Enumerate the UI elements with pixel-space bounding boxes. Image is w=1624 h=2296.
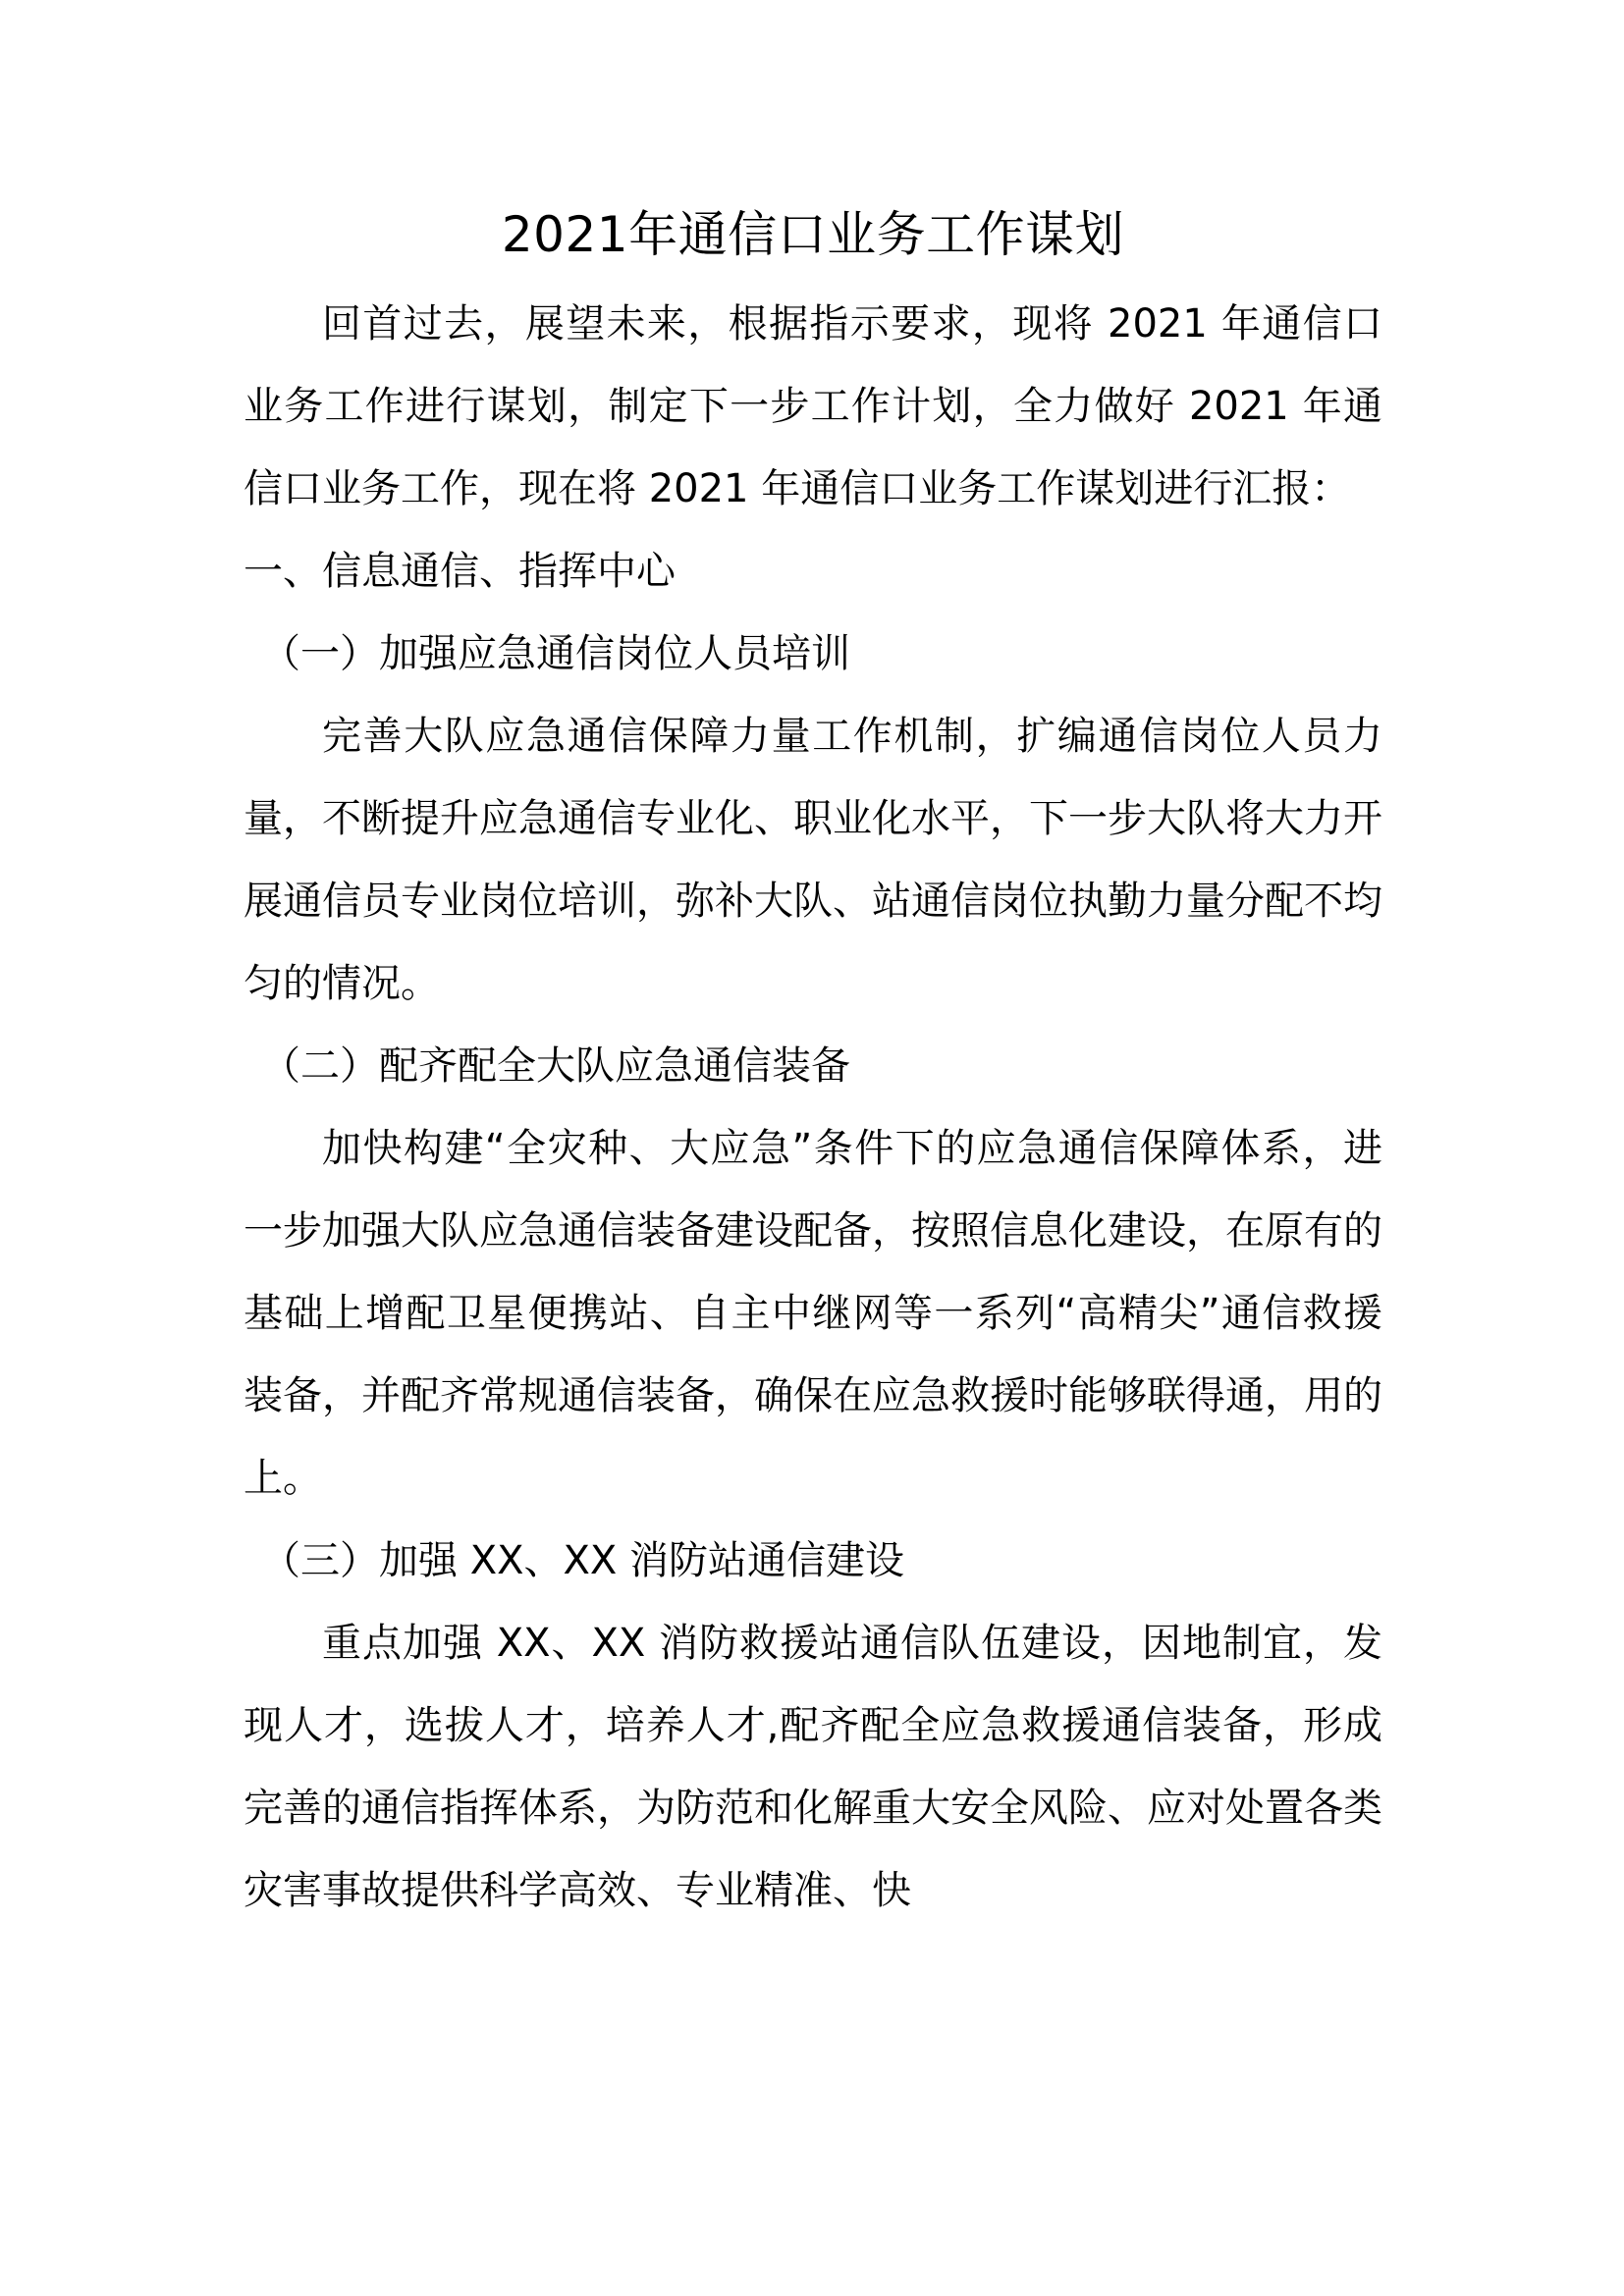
paragraph-section-1-2-body: 加快构建“全灾种、大应急”条件下的应急通信保障体系，进一步加强大队应急通信装备建设配备，按照信息化建设，在原有的基础上增配卫星便携站、自主中继网等一系列“高精尖”通信救援装备，并配齐常规通信装备，确保在应急救援时能够联得通，用的上。: [244, 1126, 1382, 1501]
heading-section-1: 一、信息通信、指挥中心: [244, 549, 676, 594]
paragraph-section-1-3-body: 重点加强 XX、XX 消防救援站通信队伍建设，因地制宜，发现人才，选拔人才，培养人才,配齐配全应急救援通信装备，形成完善的通信指挥体系，为防范和化解重大安全风险、应对处置各类灾害事故提供科学高效、专业精准、快: [244, 1621, 1382, 1913]
document-content: [244, 192, 1382, 1932]
paragraph-section-1-1-body: 完善大队应急通信保障力量工作机制，扩编通信岗位人员力量，不断提升应急通信专业化、职业化水平，下一步大队将大力开展通信员专业岗位培训，弥补大队、站通信岗位执勤力量分配不均匀的情况。: [244, 714, 1382, 1006]
page-title: 2021年通信口业务工作谋划: [501, 206, 1125, 263]
heading-section-1-1: （一）加强应急通信岗位人员培训: [261, 631, 850, 676]
paragraph-intro: 回首过去，展望未来，根据指示要求，现将 2021 年通信口业务工作进行谋划，制定下一步工作计划，全力做好 2021 年通信口业务工作，现在将 2021 年通信口业务工作谋划进行汇报：: [244, 301, 1382, 511]
heading-section-1-2: （二）配齐配全大队应急通信装备: [261, 1043, 850, 1089]
heading-section-1-3: （三）加强 XX、XX 消防站通信建设: [261, 1538, 905, 1583]
